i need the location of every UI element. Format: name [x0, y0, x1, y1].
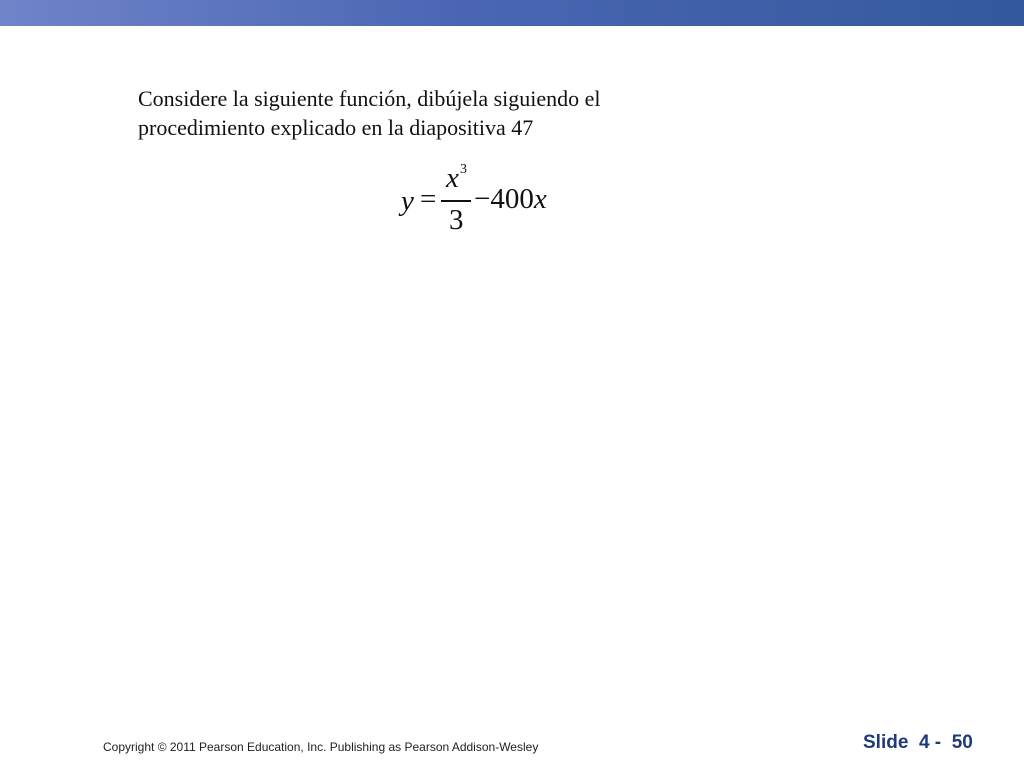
equation-variable: x [533, 183, 547, 215]
instruction-line-2: procedimiento explicado en la diapositiva 47 [138, 115, 534, 140]
function-equation [398, 160, 568, 242]
equation-equals-sign: = [420, 183, 437, 215]
equation-denominator: 3 [449, 204, 464, 236]
equation-lhs: y [401, 185, 414, 217]
equation-linear-term [474, 183, 547, 216]
equation-numerator: x [446, 162, 459, 194]
slide-number: Slide 4 - 50 [863, 732, 973, 753]
fraction-bar [441, 200, 471, 202]
header-bar [0, 0, 1024, 26]
instruction-text [138, 84, 658, 142]
equation-exponent: 3 [460, 162, 467, 177]
copyright-notice: Copyright © 2011 Pearson Education, Inc. Publishing as Pearson Addison-Wesley [103, 740, 539, 754]
equation-minus-sign: − [474, 183, 491, 215]
instruction-line-1: Considere la siguiente función, dibújela siguiendo el [138, 86, 601, 111]
equation-coefficient: 400 [490, 183, 534, 215]
